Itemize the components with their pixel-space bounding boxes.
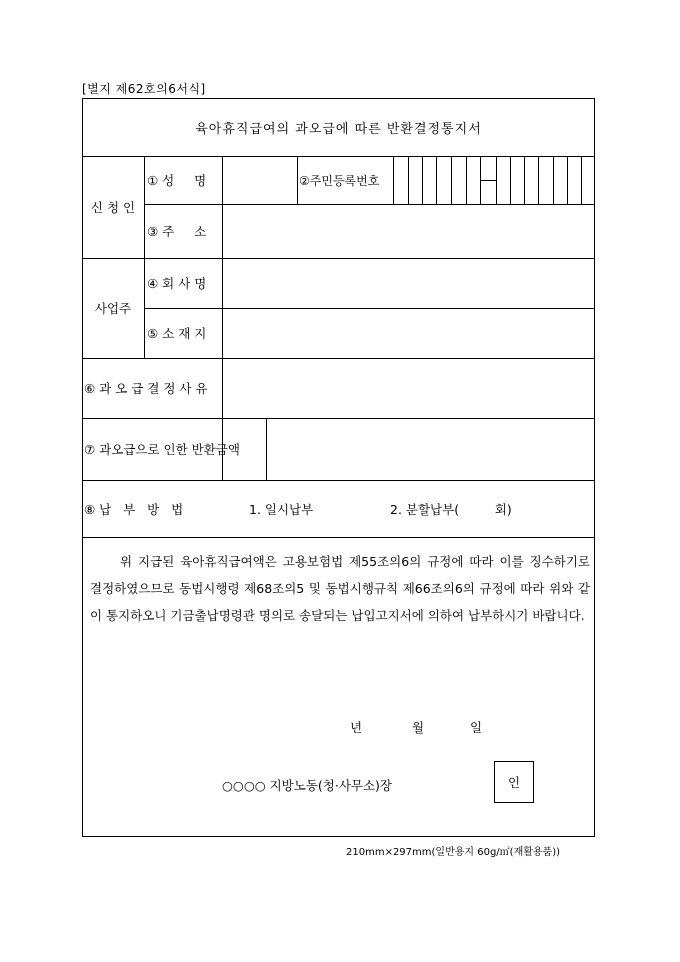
name-field[interactable] [223, 157, 296, 203]
overpayment-reason-field[interactable] [223, 359, 594, 417]
date-day: 일 [470, 720, 483, 735]
refund-amount-label: ⑦ 과오급으로 인한 반환금액 [84, 442, 240, 457]
location-label: ⑤ 소 재 지 [147, 326, 207, 341]
document-title: 육아휴직급여의 과오급에 따른 반환결정통지서 [195, 121, 482, 137]
form-number-label: [별지 제62호의6서식] [82, 82, 206, 96]
seal-box: 인 [494, 761, 534, 803]
refund-amount-field[interactable] [267, 419, 594, 479]
address-label: ③ 주 소 [147, 224, 207, 239]
issuing-office: ○○○○ 지방노동(청·사무소)장 [222, 778, 393, 793]
date-month: 월 [412, 720, 425, 735]
column-divider [144, 156, 145, 358]
payment-method-label: ⑧ 납 부 방 법 [84, 501, 184, 517]
lump-sum-option[interactable]: 1. 일시납부 [249, 501, 314, 517]
row-divider [82, 537, 595, 538]
employer-section-label: 사업주 [94, 301, 132, 316]
company-name-label: ④ 회 사 명 [147, 276, 207, 291]
name-label: ① 성 명 [147, 173, 207, 188]
notice-body: 위 지급된 육아휴직급여액은 고용보험법 제55조의6의 규정에 따라 이를 징수하기로 결정하였으므로 동법시행령 제68조의5 및 동법시행규칙 제66조의6의 규정에 따라 위와 같이 통지하오니 기금출납명령관 명의로 송달되는 납입고지서에 의하여 납부하시기 바랍니다. [90, 554, 590, 623]
location-field[interactable] [223, 309, 594, 357]
rrn-label: ②주민등록번호 [299, 173, 380, 188]
applicant-section-label: 신 청 인 [90, 200, 136, 215]
date-year: 년 [350, 720, 363, 735]
overpayment-reason-label: ⑥ 과 오 급 결 정 사 유 [84, 381, 208, 396]
paper-spec: 210mm×297mm(일반용지 60g/㎡(재활용품)) [346, 847, 561, 858]
company-name-field[interactable] [223, 259, 594, 307]
address-field[interactable] [223, 205, 594, 257]
rrn-field[interactable] [394, 157, 594, 203]
installment-option[interactable]: 2. 분할납부( 회) [390, 501, 512, 517]
column-divider [297, 156, 298, 204]
